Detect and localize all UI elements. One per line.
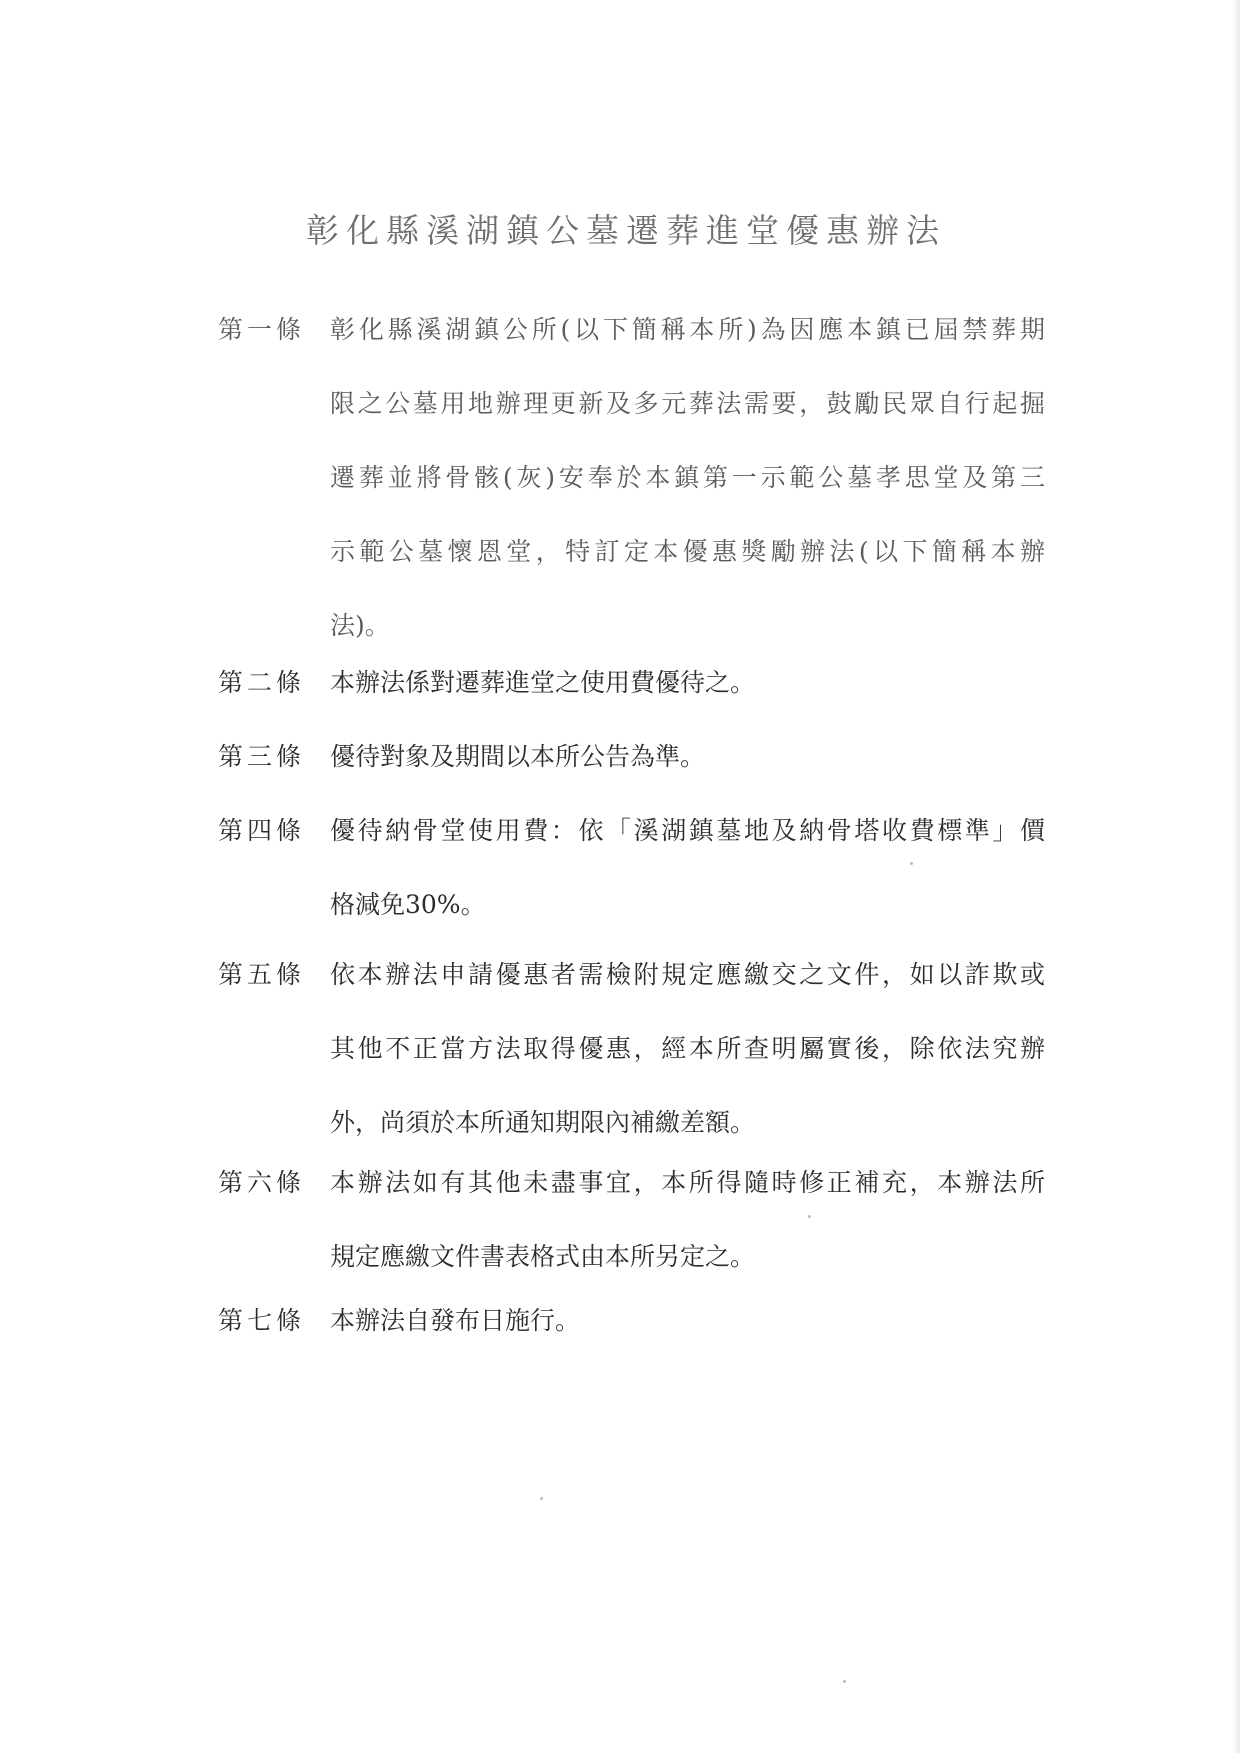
article-label: 第一條 xyxy=(218,315,306,344)
article-label: 第六條 xyxy=(218,1168,306,1197)
scan-speck xyxy=(540,1497,543,1500)
article-line: 遷葬並將骨骸(灰)安奉於本鎮第一示範公墓孝思堂及第三 xyxy=(330,463,1045,492)
article-line: 法)。 xyxy=(330,611,390,640)
document-title: 彰化縣溪湖鎮公墓遷葬進堂優惠辦法 xyxy=(306,211,946,250)
article-line: 格減免30%。 xyxy=(330,890,486,919)
article-line: 規定應繳文件書表格式由本所另定之。 xyxy=(330,1242,756,1271)
article-line: 本辦法自發布日施行。 xyxy=(330,1306,581,1335)
article-line: 本辦法如有其他未盡事宜，本所得隨時修正補充，本辦法所 xyxy=(330,1168,1045,1197)
article-line: 限之公墓用地辦理更新及多元葬法需要，鼓勵民眾自行起掘 xyxy=(330,389,1045,418)
article-line: 優待對象及期間以本所公告為準。 xyxy=(330,742,706,771)
article-line: 示範公墓懷恩堂，特訂定本優惠獎勵辦法(以下簡稱本辦 xyxy=(330,537,1045,566)
article-line: 彰化縣溪湖鎮公所(以下簡稱本所)為因應本鎮已屆禁葬期 xyxy=(330,315,1045,344)
article-line: 本辦法係對遷葬進堂之使用費優待之。 xyxy=(330,668,756,697)
scan-edge-shadow xyxy=(1232,0,1240,1753)
article-label: 第五條 xyxy=(218,960,306,989)
article-line: 優待納骨堂使用費：依「溪湖鎮墓地及納骨塔收費標準」價 xyxy=(330,816,1045,845)
article-label: 第三條 xyxy=(218,742,306,771)
scan-speck xyxy=(910,862,913,865)
article-line: 依本辦法申請優惠者需檢附規定應繳交之文件，如以詐欺或 xyxy=(330,960,1045,989)
article-line: 外，尚須於本所通知期限內補繳差額。 xyxy=(330,1108,756,1137)
article-line: 其他不正當方法取得優惠，經本所查明屬實後，除依法究辦 xyxy=(330,1034,1045,1063)
scan-speck xyxy=(808,1215,811,1218)
article-label: 第二條 xyxy=(218,668,306,697)
scan-speck xyxy=(843,1680,846,1683)
article-label: 第七條 xyxy=(218,1306,306,1335)
article-label: 第四條 xyxy=(218,816,306,845)
